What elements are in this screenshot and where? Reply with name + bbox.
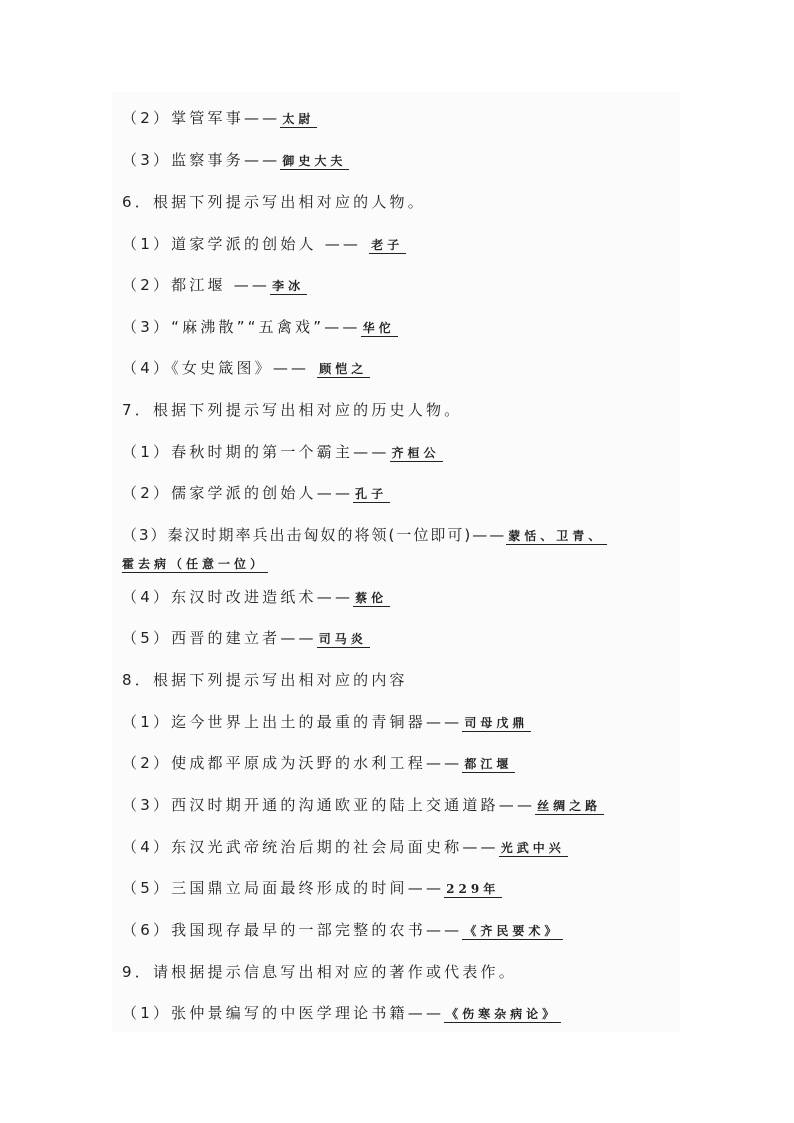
item-prompt: （4）东汉光武帝统治后期的社会局面史称—— [122,838,499,856]
answer-text: 司马炎 [317,631,370,648]
item-line [122,317,398,337]
answer-text: 老子 [369,237,406,254]
answer-text: 齐桓公 [390,445,443,462]
item-line [122,442,443,462]
item-prompt: （2）都江堰 —— [122,276,271,294]
section-heading [122,192,426,212]
item-prompt: （1）道家学派的创始人 —— [122,235,370,253]
answer-text: 《伤寒杂病论》 [444,1006,561,1023]
item-line [122,628,370,648]
item-line [122,483,390,503]
item-line [122,920,563,940]
item-line [122,108,317,128]
answer-text: 霍去病（任意一位） [122,557,267,571]
heading-text: 6．根据下列提示写出相对应的人物。 [122,193,426,211]
item-prompt: （3）西汉时期开通的沟通欧亚的陆上交通道路—— [122,796,536,814]
item-prompt: （6）我国现存最早的一部完整的农书—— [122,921,463,939]
heading-text: 9．请根据提示信息写出相对应的著作或代表作。 [122,963,517,981]
answer-text: 蒙恬、卫青、 [506,528,607,545]
item-line [122,837,568,857]
answer-text: 华佗 [361,320,398,337]
answer-text: 御史大夫 [280,153,349,170]
item-line [122,1003,561,1023]
answer-text: 司母戊鼎 [462,715,531,732]
heading-text: 8．根据下列提示写出相对应的内容 [122,671,408,689]
item-line [122,712,531,732]
item-line [122,753,515,773]
answer-text: 太尉 [280,111,317,128]
answer-text: 都江堰 [462,756,515,773]
item-prompt: （3）“麻沸散”“五禽戏”—— [122,318,361,336]
item-prompt: （2）掌管军事—— [122,109,281,127]
item-line [122,587,390,607]
item-prompt: （1）张仲景编写的中医学理论书籍—— [122,1004,445,1022]
item-prompt: （2）儒家学派的创始人—— [122,484,354,502]
item-prompt: （1）迄今世界上出土的最重的青铜器—— [122,713,463,731]
heading-text: 7．根据下列提示写出相对应的历史人物。 [122,401,463,419]
item-prompt: （1）春秋时期的第一个霸主—— [122,443,390,461]
item-prompt: （5）三国鼎立局面最终形成的时间—— [122,879,445,897]
item-line [122,358,370,378]
item-prompt: （3）秦汉时期率兵出击匈奴的将领(一位即可)—— [122,526,507,544]
answer-text: 光武中兴 [499,840,568,857]
section-heading [122,670,408,690]
section-heading [122,400,462,420]
item-prompt: （4）《女史箴图》—— [122,359,318,377]
answer-text: 顾恺之 [317,361,370,378]
item-line [122,795,604,815]
answer-text: 蔡伦 [353,590,390,607]
answer-text: 《齐民要术》 [462,923,563,940]
answer-text: 孔子 [353,486,390,503]
item-line [122,525,607,545]
item-prompt: （3）监察事务—— [122,151,281,169]
answer-text: 丝绸之路 [535,798,604,815]
answer-text: 229年 [444,881,502,898]
item-line [122,275,307,295]
item-prompt: （2）使成都平原成为沃野的水利工程—— [122,754,463,772]
item-line [122,878,502,898]
section-heading [122,962,517,982]
item-line-continued [122,553,268,573]
item-line [122,234,406,254]
item-line [122,150,349,170]
item-prompt: （4）东汉时改进造纸术—— [122,588,354,606]
item-prompt: （5）西晋的建立者—— [122,629,317,647]
answer-text: 李冰 [270,278,307,295]
